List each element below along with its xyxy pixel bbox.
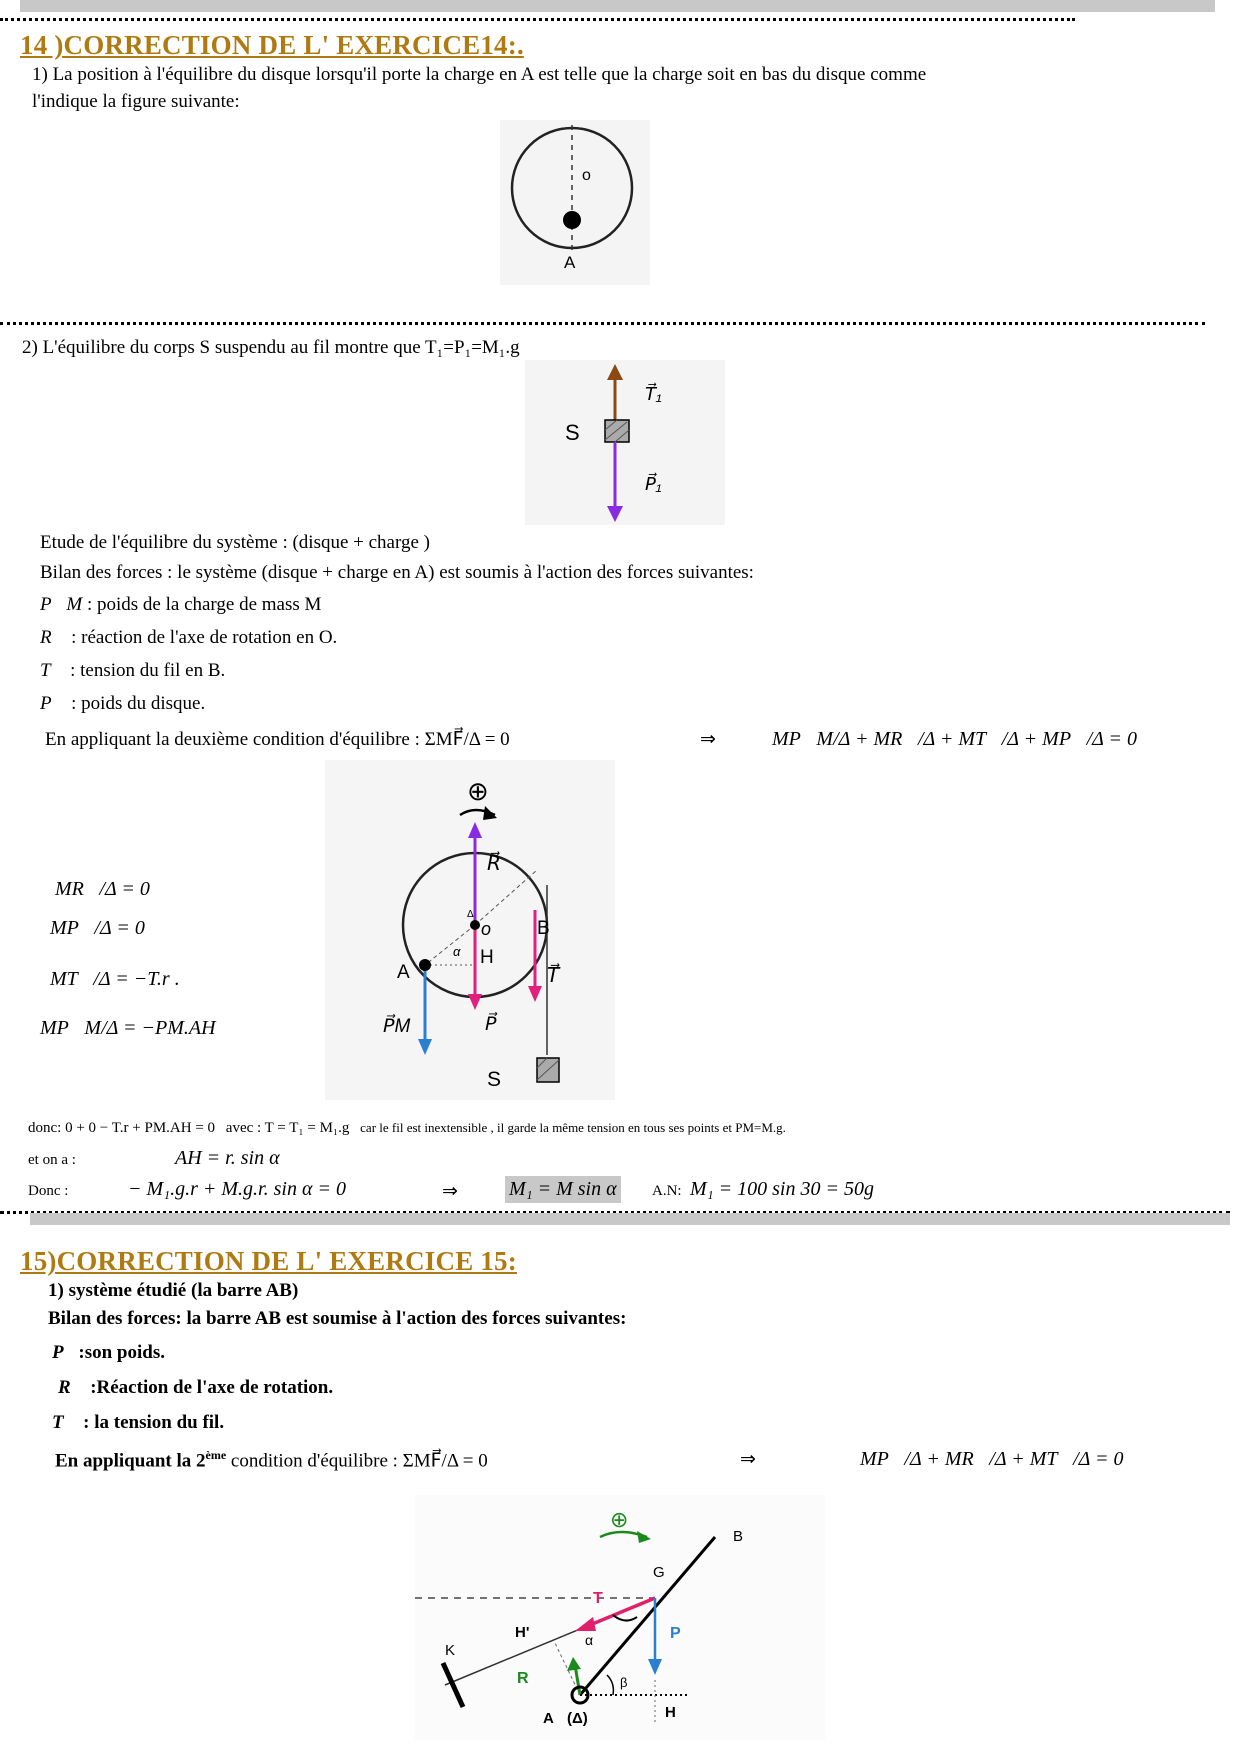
label-delta: (Δ) (567, 1710, 588, 1727)
label-delta: Δ (467, 909, 474, 920)
center-o-dot (470, 920, 480, 930)
force-symbol: P⃗M (40, 594, 83, 615)
ex14-result-highlight: M₁ = M sin α (505, 1176, 621, 1203)
ex14-donc2-label: Donc : (28, 1183, 69, 1199)
moment-r: MR⃗/Δ = 0 (55, 878, 150, 900)
label-r: R (517, 1670, 529, 1687)
moment-p: MP⃗/Δ = 0 (50, 917, 145, 939)
label-k: K (445, 1642, 456, 1659)
ex15-bilan-line: Bilan des forces: la barre AB est soumise à l'action des forces suivantes: (48, 1308, 627, 1329)
ex14-force-p (40, 693, 205, 715)
force-description: :Réaction de l'axe de rotation. (85, 1377, 334, 1398)
label-pm: P⃗M (383, 1016, 411, 1037)
label-a: A (543, 1710, 554, 1727)
force-symbol: P⃗ (40, 693, 67, 714)
force-symbol: R⃗ (58, 1377, 86, 1398)
ex14-implies-arrow-2: ⇒ (442, 1181, 458, 1202)
force-description: : réaction de l'axe de rotation en O. (66, 627, 338, 648)
force-description: : poids du disque. (66, 693, 206, 714)
ex14-disc-figure (500, 120, 650, 300)
donc-avec: avec : T = T₁ = M₁.g (225, 1120, 350, 1136)
force-description: : tension du fil en B. (65, 660, 226, 681)
ex15-force-r (58, 1377, 333, 1399)
label-alpha: α (453, 944, 461, 959)
moment-t: MT⃗/Δ = −T.r . (50, 968, 180, 990)
top-dotted-separator (0, 18, 1075, 21)
label-s: S (487, 1068, 502, 1091)
label-h: H (665, 1704, 676, 1721)
ex15-applying-condition (55, 1448, 488, 1472)
positive-rotation-symbol: ⊕ (467, 776, 489, 806)
label-b: B (733, 1528, 744, 1545)
label-p: P⃗ (485, 1014, 497, 1035)
ex14-bilan-line: Bilan des forces : le système (disque + charge en A) est soumis à l'action des forces suivantes: (40, 562, 754, 583)
ex15-force-t (52, 1412, 224, 1434)
ex14-an-equation: M₁ = 100 sin 30 = 50g (690, 1178, 874, 1200)
label-o: o (481, 919, 492, 939)
moment-pm: MP⃗M/Δ = −PM.AH (40, 1017, 216, 1039)
mid-gray-bar (30, 1213, 1230, 1225)
load-a-dot (419, 959, 431, 971)
ex14-q1-line2: l'indique la figure suivante: (32, 91, 240, 112)
force-description: :son poids. (78, 1342, 165, 1363)
center-label-o: o (582, 167, 591, 184)
label-a: A (397, 962, 410, 983)
ex14-heading: 14 )CORRECTION DE L' EXERCICE14:. (20, 30, 524, 60)
label-t: T (593, 1590, 603, 1607)
label-t: T⃗ (547, 965, 560, 987)
label-p1: P⃗₁ (645, 474, 662, 494)
top-gray-bar (20, 0, 1215, 12)
label-r: R⃗ (487, 853, 501, 875)
label-beta: β (620, 1675, 628, 1690)
ex14-etude-line: Etude de l'équilibre du système : (disque + charge ) (40, 532, 430, 553)
ex14-suspended-body-figure (525, 360, 725, 530)
separator-dotted-1 (0, 322, 1205, 325)
ex14-disc-system-figure (325, 760, 615, 1105)
ex15-system-line: 1) système étudié (la barre AB) (48, 1280, 299, 1301)
ex14-donc2-equation: − M₁.g.r + M.g.r. sin α = 0 (128, 1178, 346, 1200)
label-p: P (670, 1625, 681, 1642)
ex14-force-pm (40, 594, 321, 616)
label-h-prime: H' (515, 1624, 530, 1641)
applying-superscript: ème (205, 1448, 227, 1462)
donc-equation: donc: 0 + 0 − T.r + PM.AH = 0 (28, 1120, 216, 1136)
applying-text: En appliquant la 2 (55, 1450, 206, 1472)
label-g: G (653, 1564, 665, 1581)
ex14-eton-equation: AH = r. sin α (175, 1147, 280, 1169)
ex14-moment-equation: MP⃗M/Δ + MR⃗/Δ + MT⃗/Δ + MP⃗/Δ = 0 (772, 728, 1138, 750)
force-symbol: P⃗ (52, 1342, 79, 1363)
load-mass-dot (563, 211, 581, 229)
body-label-s: S (565, 420, 580, 445)
force-description: : la tension du fil. (78, 1412, 225, 1433)
ex15-force-p (52, 1342, 165, 1364)
ex14-donc-line (28, 1116, 786, 1138)
point-label-a: A (564, 253, 576, 272)
applying-formula: condition d'équilibre : ΣMF⃗/Δ = 0 (226, 1450, 488, 1472)
ex14-applying-condition: En appliquant la deuxième condition d'équilibre : ΣMF⃗/Δ = 0 (45, 729, 510, 750)
ex15-moment-equation: MP⃗/Δ + MR⃗/Δ + MT⃗/Δ = 0 (860, 1448, 1124, 1470)
ex14-an-label: A.N: (652, 1183, 682, 1199)
donc-note: car le fil est inextensible , il garde la même tension en tous ses points et PM=M.g. (360, 1120, 786, 1135)
ex14-eton-label: et on a : (28, 1152, 76, 1168)
force-description: : poids de la charge de mass M (82, 594, 322, 615)
ex14-implies-arrow: ⇒ (700, 729, 716, 750)
force-symbol: T⃗ (40, 660, 66, 681)
ex15-implies-arrow: ⇒ (740, 1449, 756, 1470)
label-b: B (537, 918, 550, 939)
label-alpha: α (585, 1632, 594, 1648)
ex15-bar-figure (415, 1495, 825, 1745)
ex15-heading: 15)CORRECTION DE L' EXERCICE 15: (20, 1246, 517, 1276)
force-symbol: R⃗ (40, 627, 67, 648)
ex14-force-r (40, 627, 337, 649)
label-t1: T⃗₁ (645, 384, 662, 404)
positive-rotation-symbol: ⊕ (610, 1507, 629, 1532)
ex14-force-t (40, 660, 225, 682)
label-h: H (480, 947, 494, 968)
ex14-q2-statement: 2) L'équilibre du corps S suspendu au fil montre que T₁=P₁=M₁.g (22, 337, 520, 358)
force-symbol: T⃗ (52, 1412, 79, 1433)
ex14-q1-line1: 1) La position à l'équilibre du disque lorsqu'il porte la charge en A est telle que la charge soit en bas du disque comme (32, 64, 927, 85)
